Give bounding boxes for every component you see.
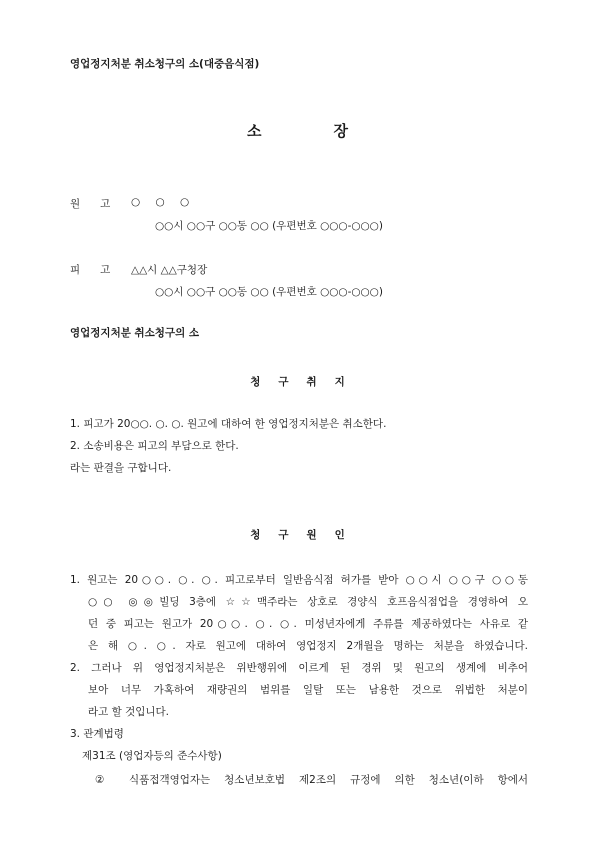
claim-cause-item-2-line: 라고 할 것입니다. xyxy=(88,706,170,718)
claim-cause-heading-char: 원 xyxy=(306,529,317,541)
law-article-title: 제31조 (영업자등의 준수사항) xyxy=(82,750,222,762)
plaintiff-label xyxy=(70,196,110,211)
title-char-1: 소 xyxy=(247,122,262,140)
claim-cause-heading-char: 인 xyxy=(334,529,345,541)
plaintiff-name: ○ ○ ○ xyxy=(131,196,196,208)
claim-cause-item-1-line: 은 해 ○. ○. 자로 원고에 대하여 영업정지 2개월을 명하는 처분을 하였습니다. xyxy=(88,640,528,652)
claim-purpose-heading-char: 취 xyxy=(306,376,317,388)
claim-cause-item-1-line: 1. 원고는 20○○. ○. ○. 피고로부터 일반음식점 허가를 받아 ○○시 ○○구 ○○동 xyxy=(70,574,528,586)
claim-cause-item-1-line: ○○ ◎◎빌딩 3층에 ☆☆맥주라는 상호로 경양식 호프음식점업을 경영하여 오 xyxy=(88,596,528,608)
claim-purpose-item-1: 1. 피고가 20○○. ○. ○. 원고에 대하여 한 영업정지처분은 취소한다. xyxy=(70,418,387,430)
defendant-address: ○○시 ○○구 ○○동 ○○ (우편번호 ○○○-○○○) xyxy=(155,286,383,298)
defendant-label xyxy=(70,262,110,277)
claim-cause-item-2-line: 2. 그러나 위 영업정지처분은 위반행위에 이르게 된 경위 및 원고의 생계에 비추어 xyxy=(70,662,528,674)
defendant-label-char-2: 고 xyxy=(100,264,111,276)
claim-cause-heading xyxy=(0,527,595,542)
plaintiff-label-char-2: 고 xyxy=(100,198,111,210)
law-clause-text: ② 식품접객영업자는 청소년보호법 제2조의 규정에 의한 청소년(이하 항에서 xyxy=(95,774,528,786)
claim-cause-item-1-line: 던 중 피고는 원고가 20○○. ○. ○. 미성년자에게 주류를 제공하였다는 사유로 같 xyxy=(88,618,528,630)
claim-purpose-heading-char: 지 xyxy=(334,376,345,388)
document-title xyxy=(0,120,595,141)
claim-cause-heading-char: 구 xyxy=(278,529,289,541)
plaintiff-address: ○○시 ○○구 ○○동 ○○ (우편번호 ○○○-○○○) xyxy=(155,220,383,232)
claim-purpose-heading-char: 구 xyxy=(278,376,289,388)
claim-cause-heading-char: 청 xyxy=(250,529,261,541)
claim-purpose-closing: 라는 판결을 구합니다. xyxy=(70,462,172,474)
title-char-2: 장 xyxy=(333,122,348,140)
related-law-label: 3. 관계법령 xyxy=(70,728,124,740)
claim-purpose-item-2: 2. 소송비용은 피고의 부담으로 한다. xyxy=(70,440,239,452)
case-name: 영업정지처분 취소청구의 소 xyxy=(70,327,200,339)
claim-purpose-heading xyxy=(0,374,595,389)
document-header: 영업정지처분 취소청구의 소(대중음식점) xyxy=(70,58,260,70)
plaintiff-label-char-1: 원 xyxy=(70,198,81,210)
claim-purpose-heading-char: 청 xyxy=(250,376,261,388)
claim-cause-item-2-line: 보아 너무 가혹하여 재량권의 범위를 일탈 또는 남용한 것으로 위법한 처분이 xyxy=(88,684,528,696)
defendant-label-char-1: 피 xyxy=(70,264,81,276)
defendant-name: △△시 △△구청장 xyxy=(131,264,208,276)
